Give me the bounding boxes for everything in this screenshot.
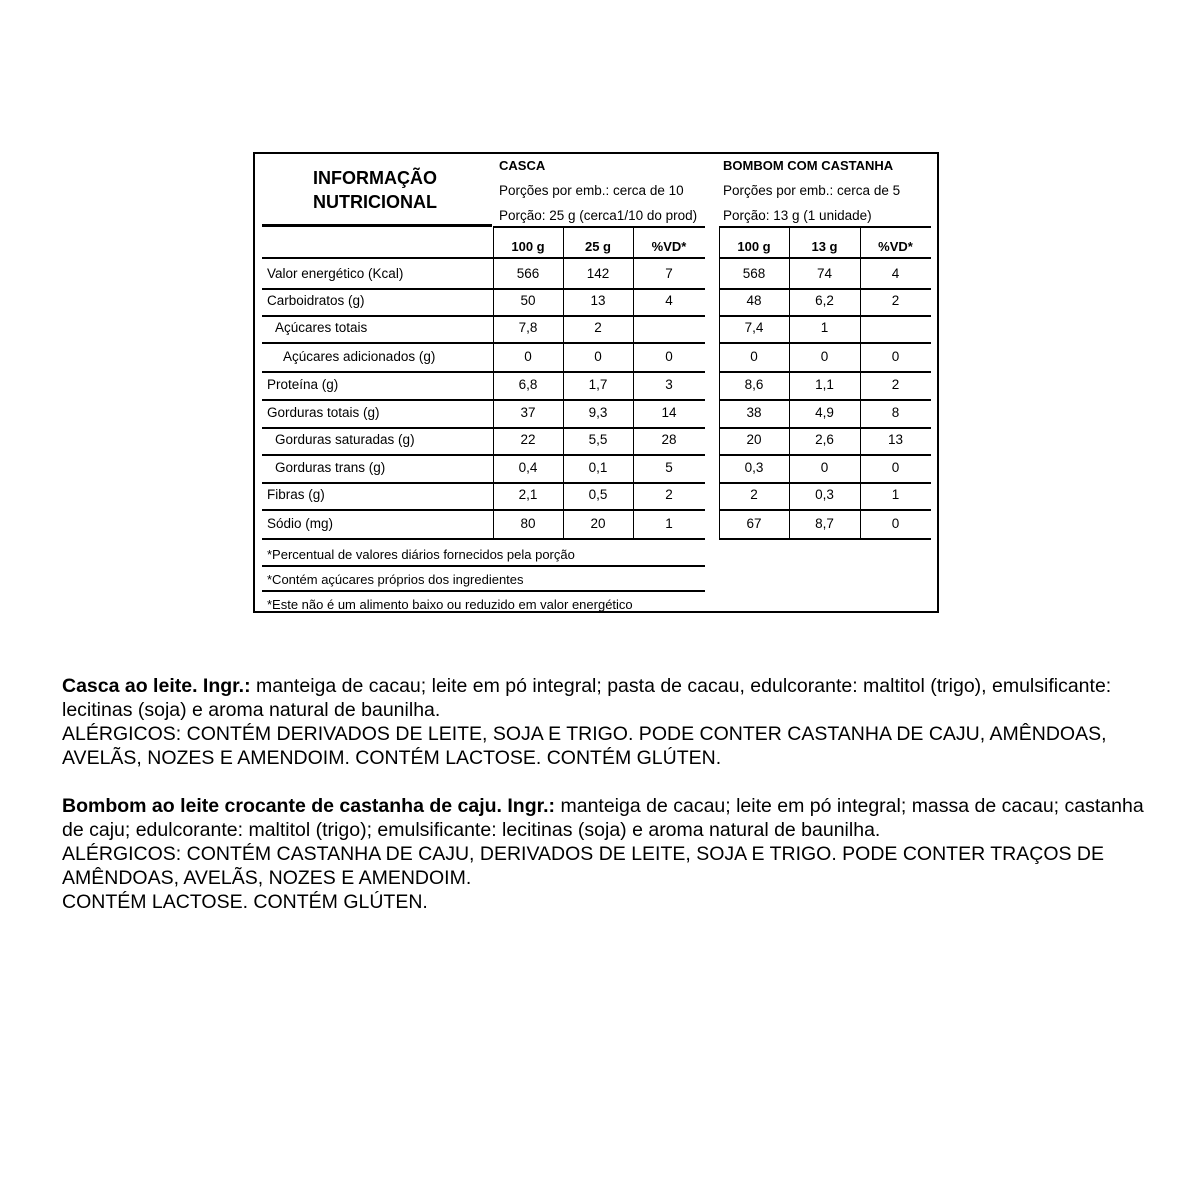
casca-value-cell: 80 — [520, 516, 536, 531]
casca-porcao: Porção: 25 g (cerca1/10 do prod) — [499, 208, 698, 223]
casca-porcoes: Porções por emb.: cerca de 10 — [499, 183, 684, 198]
casca-ingredients-title: Casca ao leite. Ingr.: — [62, 675, 251, 697]
bombom-value-cell: 4 — [891, 266, 900, 281]
title-rule — [262, 224, 492, 227]
bombom-value-cell: 2 — [891, 293, 900, 308]
bombom-value-cell: 0,3 — [815, 487, 834, 502]
casca-value-cell: 9,3 — [588, 405, 608, 420]
casca-ingredients-text: manteiga de cacau; leite em pó integral; pasta de cacau, edulcorante: maltitol (trigo), emulsificante: lecitinas (soja) e aroma natural de baunilha. — [62, 675, 1112, 721]
bombom-row-rule — [719, 454, 931, 456]
bombom-row-rule — [719, 399, 931, 401]
row-rule — [262, 288, 705, 290]
nutrient-label: Proteína (g) — [267, 377, 339, 392]
bombom-value-cell: 0 — [891, 460, 900, 475]
casca-value-cell: 5 — [665, 460, 673, 475]
bombom-col-header: 100 g — [737, 239, 771, 254]
casca-value-cell: 13 — [590, 293, 606, 308]
nutrient-label: Gorduras trans (g) — [275, 460, 386, 475]
bombom-value-cell: 1 — [820, 320, 829, 335]
casca-value-cell: 50 — [520, 293, 536, 308]
casca-value-cell: 37 — [520, 405, 536, 420]
row-rule — [262, 427, 705, 429]
bombom-value-cell: 1,1 — [815, 377, 834, 392]
bombom-value-cell: 1 — [891, 487, 900, 502]
footnote-sugars: *Contém açúcares próprios dos ingredientes — [267, 572, 524, 587]
casca-header-rule — [493, 226, 705, 228]
bombom-porcoes: Porções por emb.: cerca de 5 — [723, 183, 901, 198]
bombom-row-rule — [719, 288, 931, 290]
row-rule — [262, 509, 705, 511]
nutrient-label: Carboidratos (g) — [267, 293, 365, 308]
bombom-name: BOMBOM COM CASTANHA — [723, 158, 894, 173]
nutrient-label: Açúcares totais — [275, 320, 368, 335]
row-rule — [262, 399, 705, 401]
casca-value-cell: 0 — [665, 349, 673, 364]
casca-value-cell: 7 — [665, 266, 673, 281]
bombom-value-cell: 7,4 — [744, 320, 764, 335]
bombom-row-rule — [719, 371, 931, 373]
row-rule — [262, 315, 705, 317]
casca-value-cell: 566 — [516, 266, 540, 281]
casca-value-cell: 2 — [665, 487, 673, 502]
bombom-allergens-lactose: CONTÉM LACTOSE. CONTÉM GLÚTEN. — [62, 891, 428, 913]
casca-name: CASCA — [499, 158, 546, 173]
bombom-porcao: Porção: 13 g (1 unidade) — [723, 208, 872, 223]
bombom-value-cell: 0,3 — [744, 460, 764, 475]
bombom-ingredients-text: manteiga de cacau; leite em pó integral; massa de cacau; castanha de caju; edulcorante: maltitol (trigo); emulsificante: lecitinas (soja) e aroma natural de baunilha. — [62, 795, 1144, 841]
row-rule — [262, 454, 705, 456]
bombom-value-cell: 4,9 — [815, 405, 834, 420]
casca-value-cell: 3 — [665, 377, 673, 392]
casca-value-cell: 1,7 — [588, 377, 608, 392]
casca-value-cell: 6,8 — [518, 377, 538, 392]
bombom-row-rule — [719, 342, 931, 344]
bombom-value-cell: 20 — [746, 432, 762, 447]
casca-allergens: ALÉRGICOS: CONTÉM DERIVADOS DE LEITE, SOJA E TRIGO. PODE CONTER CASTANHA DE CAJU, AMÊNDOAS, AVELÃS, NOZES E AMENDOIM. CONTÉM LACTOSE. CONTÉM GLÚTEN. — [62, 723, 1107, 769]
casca-value-cell: 4 — [665, 293, 673, 308]
bombom-ingredients-title: Bombom ao leite crocante de castanha de caju. Ingr.: — [62, 795, 556, 817]
bombom-row-rule — [719, 509, 931, 511]
bombom-value-cell: 0 — [891, 516, 900, 531]
footnote-rule — [262, 590, 705, 592]
nutrition-facts-table — [253, 152, 939, 613]
nutrient-label: Fibras (g) — [267, 487, 325, 502]
nutrient-label: Gorduras saturadas (g) — [275, 432, 415, 447]
row-rule — [262, 538, 705, 540]
nutrient-label: Açúcares adicionados (g) — [283, 349, 436, 364]
bombom-value-cell: 0 — [820, 460, 829, 475]
casca-col-header: %VD* — [651, 239, 687, 254]
casca-value-cell: 22 — [520, 432, 536, 447]
title-line-2: NUTRICIONAL — [313, 192, 437, 212]
nutrient-label: Valor energético (Kcal) — [267, 266, 404, 281]
bombom-ingredients — [62, 794, 1162, 842]
casca-value-cell: 1 — [665, 516, 673, 531]
bombom-allergens: ALÉRGICOS: CONTÉM CASTANHA DE CAJU, DERIVADOS DE LEITE, SOJA E TRIGO. PODE CONTER TRAÇOS DE AMÊNDOAS, AVELÃS, NOZES E AMENDOIM. — [62, 843, 1104, 889]
header-bottom-rule — [262, 257, 705, 259]
ingredients-section — [62, 674, 1162, 914]
bombom-value-cell: 8 — [891, 405, 900, 420]
casca-value-cell: 0 — [524, 349, 532, 364]
casca-ingredients — [62, 674, 1162, 722]
casca-col-header: 25 g — [584, 239, 611, 254]
footnote-energy: *Este não é um alimento baixo ou reduzido em valor energético — [267, 597, 633, 612]
nutrient-label: Sódio (mg) — [267, 516, 334, 531]
bombom-header-bottom-rule — [719, 257, 931, 259]
bombom-value-cell: 2 — [891, 377, 900, 392]
bombom-value-cell: 13 — [887, 432, 904, 447]
bombom-value-cell: 38 — [746, 405, 762, 420]
bombom-col-header: %VD* — [878, 239, 913, 254]
row-rule — [262, 342, 705, 344]
footnote-vd: *Percentual de valores diários fornecidos pela porção — [267, 547, 575, 562]
bombom-row-rule — [719, 538, 931, 540]
casca-value-cell: 142 — [586, 266, 610, 281]
table-title — [257, 166, 493, 214]
bombom-value-cell: 67 — [746, 516, 762, 531]
title-line-1: INFORMAÇÃO — [313, 168, 437, 188]
bombom-value-cell: 8,7 — [815, 516, 834, 531]
casca-value-cell: 0,4 — [518, 460, 538, 475]
casca-value-cell: 0 — [594, 349, 602, 364]
bombom-value-cell: 8,6 — [744, 377, 764, 392]
bombom-row-rule — [719, 315, 931, 317]
casca-value-cell: 0,1 — [588, 460, 608, 475]
casca-value-cell: 20 — [590, 516, 606, 531]
bombom-row-rule — [719, 482, 931, 484]
casca-value-cell: 2 — [594, 320, 602, 335]
bombom-value-cell: 0 — [820, 349, 829, 364]
bombom-value-cell: 2 — [750, 487, 758, 502]
row-rule — [262, 482, 705, 484]
casca-value-cell: 28 — [661, 432, 677, 447]
bombom-header-rule — [719, 226, 931, 228]
bombom-row-rule — [719, 427, 931, 429]
casca-value-cell: 0,5 — [588, 487, 608, 502]
casca-col-header: 100 g — [511, 239, 545, 254]
nutrient-label: Gorduras totais (g) — [267, 405, 380, 420]
bombom-col-header: 13 g — [811, 239, 838, 254]
row-rule — [262, 371, 705, 373]
casca-value-cell: 14 — [661, 405, 677, 420]
bombom-value-cell: 2,6 — [815, 432, 834, 447]
bombom-value-cell: 74 — [816, 266, 833, 281]
bombom-value-cell: 0 — [750, 349, 758, 364]
bombom-value-cell: 48 — [746, 293, 762, 308]
casca-value-cell: 5,5 — [588, 432, 608, 447]
bombom-value-cell: 0 — [891, 349, 900, 364]
bombom-value-cell: 6,2 — [815, 293, 834, 308]
casca-value-cell: 7,8 — [518, 320, 538, 335]
casca-value-cell: 2,1 — [518, 487, 538, 502]
bombom-value-cell: 568 — [742, 266, 766, 281]
footnote-rule — [262, 565, 705, 567]
